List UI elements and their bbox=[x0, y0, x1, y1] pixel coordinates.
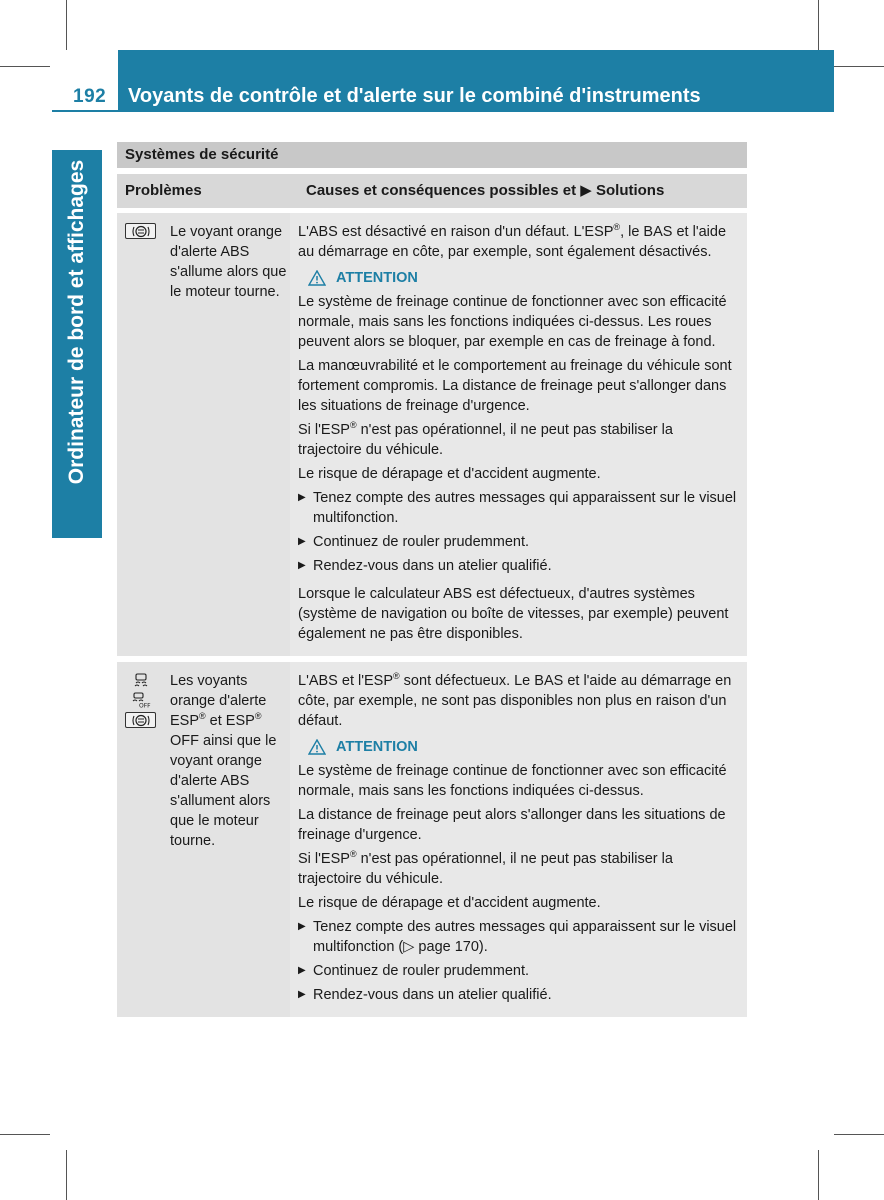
warning-heading: ATTENTION bbox=[308, 739, 739, 755]
header-divider bbox=[52, 110, 118, 112]
table-row bbox=[117, 662, 747, 1017]
paragraph: Le système de freinage continue de fonctionner avec son efficacité normale, mais sans les fonctions indiquées ci-dessus. bbox=[298, 763, 727, 799]
solution-cell bbox=[290, 213, 747, 656]
problem-cell bbox=[117, 213, 289, 656]
instruction-item: ▶ Rendez-vous dans un atelier qualifié. bbox=[298, 985, 739, 1005]
problem-cell bbox=[117, 662, 289, 1017]
page-number: 192 bbox=[73, 86, 107, 107]
warning-lamps bbox=[125, 672, 159, 732]
problem-text: Les voyants orange d'alerte ESP® et ESP® OFF ainsi que le voyant orange d'alerte ABS s'allument alors que le moteur tourne. bbox=[170, 673, 277, 849]
paragraph: Le risque de dérapage et d'accident augmente. bbox=[298, 895, 601, 911]
svg-text:OFF: OFF bbox=[138, 702, 151, 708]
instruction-item: ▶ Continuez de rouler prudemment. bbox=[298, 961, 739, 981]
safety-systems-table bbox=[117, 142, 747, 1017]
crop-mark bbox=[834, 66, 884, 67]
paragraph: L'ABS est désactivé en raison d'un défaut. L'ESP®, le BAS et l'aide au démarrage en côte, par exemple, sont également désactivés. bbox=[298, 222, 727, 260]
col-problems: Problèmes bbox=[125, 182, 202, 199]
instruction-item: ▶ Tenez compte des autres messages qui apparaissent sur le visuel multifonction. bbox=[298, 488, 739, 528]
crop-mark bbox=[66, 0, 67, 50]
paragraph: La manœuvrabilité et le comportement au freinage du véhicule sont fortement compromis. La distance de freinage peut s'allonger dans les situations de freinage d'urgence. bbox=[298, 358, 732, 414]
crop-mark bbox=[834, 1134, 884, 1135]
paragraph: Si l'ESP® n'est pas opérationnel, il ne peut pas stabiliser la trajectoire du véhicule. bbox=[298, 849, 673, 887]
paragraph: Le système de freinage continue de fonctionner avec son efficacité normale, mais sans les fonctions indiquées ci-dessus. Les roues peuvent alors se bloquer, par exemple en cas de freinage à fond. bbox=[298, 294, 727, 350]
paragraph: Le risque de dérapage et d'accident augmente. bbox=[298, 466, 601, 482]
col-solutions: Causes et conséquences possibles et ▶ Solutions bbox=[306, 182, 665, 199]
warning-triangle-icon bbox=[308, 739, 326, 755]
section-title: Systèmes de sécurité bbox=[117, 142, 747, 168]
crop-mark bbox=[0, 66, 50, 67]
abs-icon bbox=[125, 712, 156, 728]
esp-off-icon bbox=[125, 692, 156, 708]
warning-triangle-icon bbox=[308, 270, 326, 286]
table-row bbox=[117, 213, 747, 656]
paragraph: Lorsque le calculateur ABS est défectueux, d'autres systèmes (système de navigation ou boîte de vitesses, par exemple) peuvent également ne pas être disponibles. bbox=[298, 586, 729, 642]
paragraph: L'ABS et l'ESP® sont défectueux. Le BAS et l'aide au démarrage en côte, par exemple, ne sont pas disponibles non plus en raison d'un défaut. bbox=[298, 671, 732, 729]
side-tab-label: Ordinateur de bord et affichages bbox=[65, 159, 88, 485]
crop-mark bbox=[818, 0, 819, 50]
warning-lamps bbox=[125, 223, 159, 243]
paragraph: La distance de freinage peut alors s'allonger dans les situations de freinage d'urgence. bbox=[298, 807, 726, 843]
instruction-item: ▶ Rendez-vous dans un atelier qualifié. bbox=[298, 556, 739, 576]
problem-text: Le voyant orange d'alerte ABS s'allume alors que le moteur tourne. bbox=[170, 224, 287, 300]
instruction-item: ▶ Continuez de rouler prudemment. bbox=[298, 532, 739, 552]
abs-icon bbox=[125, 223, 156, 239]
warning-heading: ATTENTION bbox=[308, 270, 739, 286]
solution-cell bbox=[290, 662, 747, 1017]
page-title: Voyants de contrôle et d'alerte sur le combiné d'instruments bbox=[128, 85, 701, 107]
table-header bbox=[117, 174, 747, 208]
paragraph: Si l'ESP® n'est pas opérationnel, il ne peut pas stabiliser la trajectoire du véhicule. bbox=[298, 420, 673, 458]
instruction-item: ▶ Tenez compte des autres messages qui apparaissent sur le visuel multifonction (▷ page 170). bbox=[298, 917, 739, 957]
crop-mark bbox=[66, 1150, 67, 1200]
crop-mark bbox=[818, 1150, 819, 1200]
crop-mark bbox=[0, 1134, 50, 1135]
esp-icon bbox=[125, 672, 156, 688]
